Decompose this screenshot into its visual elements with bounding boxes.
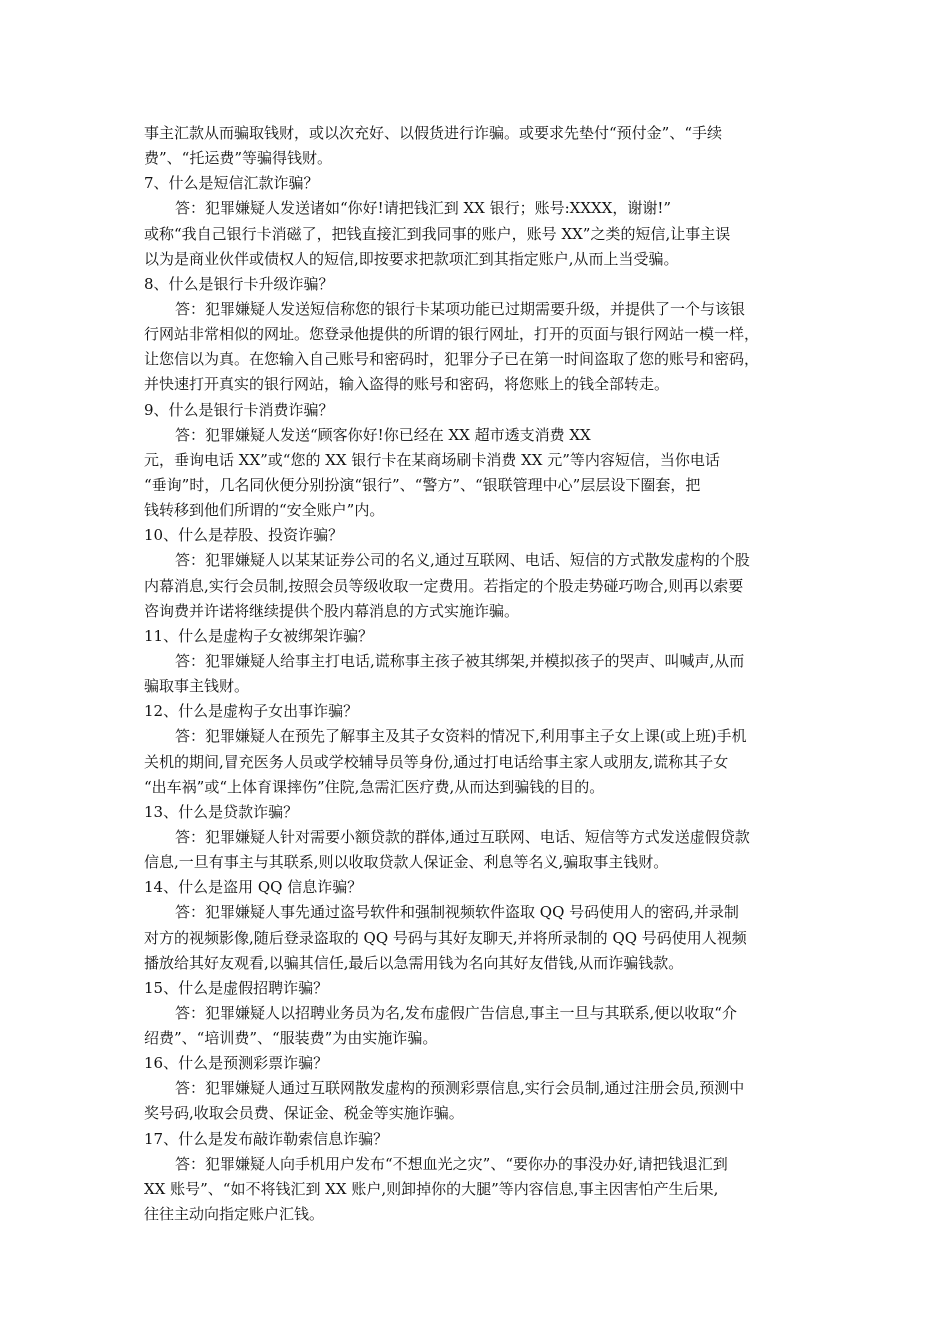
text-line: 答：犯罪嫌疑人以招聘业务员为名,发布虚假广告信息,事主一旦与其联系,便以收取“介 [175, 1003, 737, 1022]
text-line: 咨询费并许诺将继续提供个股内幕消息的方式实施诈骗。 [144, 601, 520, 620]
text-line: 15、什么是虚假招聘诈骗？ [144, 978, 329, 997]
text-line: 答：犯罪嫌疑人给事主打电话,谎称事主孩子被其绑架,并模拟孩子的哭声、叫喊声,从而 [175, 651, 745, 670]
text-line: 答：犯罪嫌疑人在预先了解事主及其子女资料的情况下,利用事主子女上课(或上班)手机 [175, 727, 747, 746]
text-line: 事主汇款从而骗取钱财，或以次充好、以假货进行诈骗。或要求先垫付“预付金”、“手续 [144, 124, 723, 142]
text-line: XX 账号”、“如不将钱汇到 XX 账户,则卸掉你的大腿”等内容信息,事主因害怕产生后果, [144, 1179, 719, 1198]
text-line: 并快速打开真实的银行网站，输入盗得的账号和密码，将您账上的钱全部转走。 [144, 375, 670, 394]
text-line: 内幕消息,实行会员制,按照会员等级收取一定费用。若指定的个股走势碰巧吻合,则再以索要 [144, 576, 744, 595]
text-line: 11、什么是虚构子女被绑架诈骗？ [144, 626, 374, 645]
text-line: 让您信以为真。在您输入自己账号和密码时，犯罪分子已在第一时间盗取了您的账号和密码， [144, 350, 760, 369]
text-line: “出车祸”或“上体育课摔伤”住院,急需汇医疗费,从而达到骗钱的目的。 [144, 777, 605, 796]
text-line: 10、什么是荐股、投资诈骗？ [144, 526, 344, 545]
text-line: 费”、“托运费”等骗得钱财。 [144, 149, 333, 168]
text-line: 信息,一旦有事主与其联系,则以收取贷款人保证金、利息等名义,骗取事主钱财。 [144, 853, 669, 872]
text-line: “垂询”时，几名同伙便分别扮演“银行”、“警方”、“银联管理中心”层层设下圈套，把 [144, 475, 701, 494]
text-line: 17、什么是发布敲诈勒索信息诈骗？ [144, 1129, 389, 1148]
text-line: 12、什么是虚构子女出事诈骗？ [144, 702, 359, 721]
text-line: 答：犯罪嫌疑人事先通过盗号软件和强制视频软件盗取 QQ 号码使用人的密码,并录制 [175, 903, 739, 922]
text-line: 答：犯罪嫌疑人发送短信称您的银行卡某项功能已过期需要升级，并提供了一个与该银 [175, 299, 746, 318]
text-line: 答：犯罪嫌疑人针对需要小额贷款的群体,通过互联网、电话、短信等方式发送虚假贷款 [175, 827, 750, 846]
text-line: 答：犯罪嫌疑人发送“顾客你好!你已经在 XX 超市透支消费 XX [175, 425, 591, 444]
text-line: 答：犯罪嫌疑人以某某证券公司的名义,通过互联网、电话、短信的方式散发虚构的个股 [175, 551, 750, 570]
text-line: 7、什么是短信汇款诈骗？ [144, 174, 319, 193]
text-line: 16、什么是预测彩票诈骗？ [144, 1054, 329, 1073]
text-line: 14、什么是盗用 QQ 信息诈骗？ [144, 878, 363, 897]
text-line: 关机的期间,冒充医务人员或学校辅导员等身份,通过打电话给事主家人或朋友,谎称其子女 [144, 752, 729, 771]
text-line: 奖号码,收取会员费、保证金、税金等实施诈骗。 [144, 1104, 464, 1123]
text-line: 或称“我自己银行卡消磁了，把钱直接汇到我同事的账户，账号 XX”之类的短信,让事主误 [144, 224, 731, 243]
text-line: 答：犯罪嫌疑人通过互联网散发虚构的预测彩票信息,实行会员制,通过注册会员,预测中 [175, 1079, 745, 1098]
text-line: 播放给其好友观看,以骗其信任,最后以急需用钱为名向其好友借钱,从而诈骗钱款。 [144, 953, 684, 972]
text-line: 元，垂询电话 XX”或“您的 XX 银行卡在某商场刷卡消费 XX 元”等内容短信，当你电话 [144, 450, 720, 469]
text-line: 8、什么是银行卡升级诈骗？ [144, 274, 334, 293]
document-page [144, 121, 812, 1227]
text-line: 9、什么是银行卡消费诈骗？ [144, 400, 334, 419]
text-line: 行网站非常相似的网址。您登录他提供的所谓的银行网址，打开的页面与银行网站一模一样， [144, 325, 760, 344]
text-line: 钱转移到他们所谓的“安全账户”内。 [144, 501, 385, 520]
text-line: 往往主动向指定账户汇钱。 [144, 1205, 325, 1224]
text-line: 13、什么是贷款诈骗？ [144, 802, 299, 821]
text-line: 以为是商业伙伴或债权人的短信,即按要求把款项汇到其指定账户,从而上当受骗。 [144, 249, 679, 268]
text-line: 答：犯罪嫌疑人发送诸如“你好!请把钱汇到 XX 银行；账号:XXXX，谢谢!” [175, 199, 672, 218]
text-line: 绍费”、“培训费”、“服装费”为由实施诈骗。 [144, 1029, 438, 1048]
text-line: 答：犯罪嫌疑人向手机用户发布“不想血光之灾”、“要你办的事没办好,请把钱退汇到 [175, 1154, 728, 1173]
text-line: 骗取事主钱财。 [144, 677, 250, 696]
text-line: 对方的视频影像,随后登录盗取的 QQ 号码与其好友聊天,并将所录制的 QQ 号码使用人视频 [144, 928, 747, 947]
